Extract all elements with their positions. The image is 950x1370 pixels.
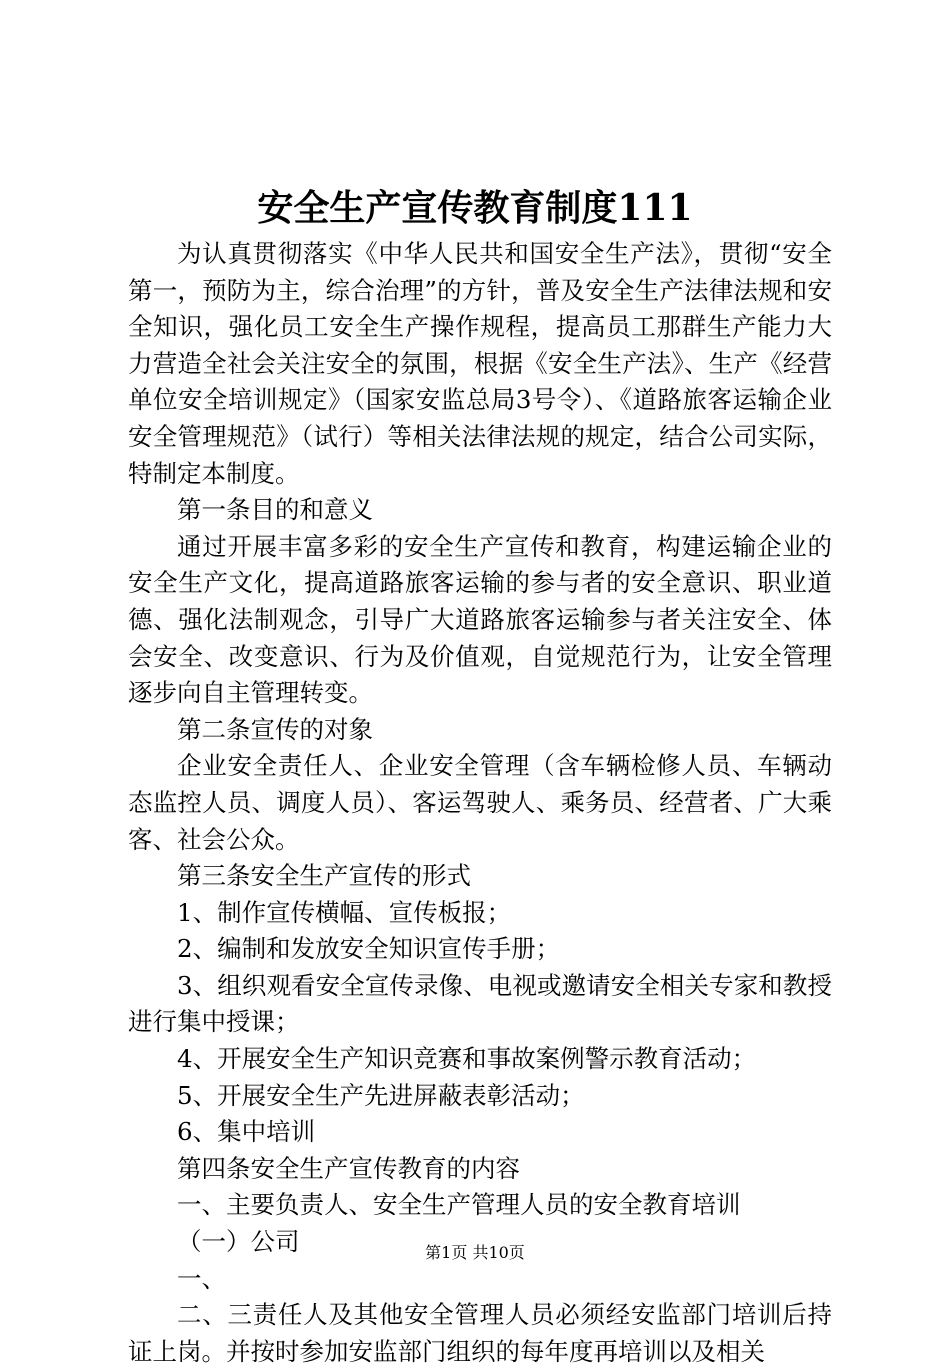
paragraph: 二、三责任人及其他安全管理人员必须经安监部门培训后持证上岗。并按时参加安监部门组织的每年度再培训以及相关: [128, 1300, 832, 1366]
list-item: 一、: [177, 1263, 226, 1293]
list-item: 4、开展安全生产知识竞赛和事故案例警示教育活动；: [177, 1044, 757, 1074]
paragraph-intro: 为认真贯彻落实《中华人民共和国安全生产法》，贯彻“安全第一，预防为主，综合治理”的方针，普及安全生产法律法规和安全知识，强化员工安全生产操作规程，提高员工那群生产能力大力营造全社会关注安全的氛围，根据《安全生产法》、生产《经营单位安全培训规定》（国家安监总局3号令）、《道路旅客运输企业安全管理规范》（试行）等相关法律法规的规定，结合公司实际，特制定本制度。: [128, 239, 832, 488]
section-heading-2: 第二条宣传的对象: [177, 714, 373, 744]
paragraph: 通过开展丰富多彩的安全生产宣传和教育，构建运输企业的安全生产文化，提高道路旅客运输的参与者的安全意识、职业道德、强化法制观念，引导广大道路旅客运输参与者关注安全、体会安全、改变意识、行为及价值观，自觉规范行为，让安全管理逐步向自主管理转变。: [128, 531, 832, 708]
list-item: 1、制作宣传横幅、宣传板报；: [177, 897, 512, 927]
paragraph: 企业安全责任人、企业安全管理（含车辆检修人员、车辆动态监控人员、调度人员）、客运驾驶人、乘务员、经营者、广大乘客、社会公众。: [128, 751, 832, 854]
section-heading-4: 第四条安全生产宣传教育的内容: [177, 1153, 520, 1183]
list-item: 3、组织观看安全宣传录像、电视或邀请安全相关专家和教授进行集中授课；: [128, 970, 832, 1037]
subsection-heading: 一、主要负责人、安全生产管理人员的安全教育培训: [177, 1190, 741, 1220]
subsection-item: （一）公司: [177, 1227, 300, 1257]
document-body: [128, 236, 832, 1370]
list-item: 6、集中培训: [177, 1117, 316, 1147]
section-heading-3: 第三条安全生产宣传的形式: [177, 861, 471, 891]
page-footer: 第1页 共10页: [425, 1243, 525, 1262]
list-item: 2、编制和发放安全知识宣传手册；: [177, 934, 561, 964]
section-heading-1: 第一条目的和意义: [177, 495, 373, 525]
list-item: 5、开展安全生产先进屏蔽表彰活动；: [177, 1080, 585, 1110]
document-title: 安全生产宣传教育制度111: [257, 187, 693, 229]
